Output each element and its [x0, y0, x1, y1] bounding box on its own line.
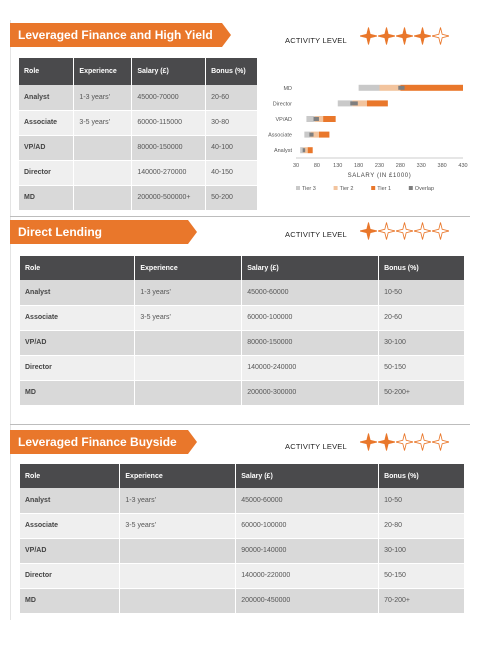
x-tick-label: 430: [458, 163, 468, 169]
star-filled-icon: [414, 27, 431, 45]
activity-rating: [360, 433, 449, 451]
x-tick-label: 330: [416, 163, 426, 169]
activity-label: ACTIVITY LEVEL: [285, 230, 347, 239]
bar-overlap: [350, 101, 358, 105]
table-row: [20, 280, 465, 305]
cell-bonus: 50-150: [379, 355, 465, 380]
star-outline-icon: [378, 222, 395, 240]
star-outline-icon: [414, 433, 431, 451]
cell-bonus: 20-60: [379, 305, 465, 330]
x-tick-label: 380: [437, 163, 447, 169]
cell-role: Associate: [20, 305, 135, 330]
cell-bonus: 20-80: [379, 513, 465, 538]
table-row: [20, 355, 465, 380]
cell-role: Associate: [19, 110, 74, 135]
cell-role: Analyst: [19, 85, 74, 110]
category-label: Director: [272, 101, 292, 108]
bar-tier-1: [308, 147, 313, 153]
cell-salary: 200000-500000+: [132, 185, 206, 210]
table-row: [19, 110, 258, 135]
cell-bonus: 10-50: [379, 488, 465, 513]
col-experience: Experience: [135, 256, 242, 280]
cell-experience: [120, 538, 236, 563]
cell-salary: 45000-70000: [132, 85, 206, 110]
x-tick-label: 180: [354, 163, 364, 169]
activity-rating: [360, 222, 449, 240]
table-row: [20, 538, 465, 563]
cell-bonus: 30-100: [379, 538, 465, 563]
star-outline-icon: [414, 222, 431, 240]
activity-label: ACTIVITY LEVEL: [285, 36, 347, 45]
section-title: Leveraged Finance Buyside: [10, 430, 188, 454]
table-row: [19, 185, 258, 210]
table-row: [20, 488, 465, 513]
col-role: Role: [20, 256, 135, 280]
bar-overlap: [398, 86, 404, 90]
star-filled-icon: [378, 433, 395, 451]
activity-rating: [360, 27, 449, 45]
cell-experience: [135, 330, 242, 355]
table-row: [20, 330, 465, 355]
cell-bonus: 40-100: [206, 135, 258, 160]
cell-experience: 3-5 years': [74, 110, 132, 135]
cell-role: VP/AD: [19, 135, 74, 160]
table-row: [19, 135, 258, 160]
cell-role: VP/AD: [20, 330, 135, 355]
cell-role: Director: [20, 355, 135, 380]
category-label: MD: [283, 85, 292, 92]
star-filled-icon: [360, 433, 377, 451]
legend-swatch: [334, 186, 338, 190]
cell-role: MD: [20, 588, 120, 613]
cell-salary: 60000-100000: [242, 305, 379, 330]
bar-tier-1: [400, 85, 463, 91]
table-row: [20, 588, 465, 613]
banner-arrow: [188, 430, 197, 454]
star-outline-icon: [432, 433, 449, 451]
legend-swatch: [409, 186, 413, 190]
cell-bonus: 50-200: [206, 185, 258, 210]
cell-salary: 90000-140000: [236, 538, 379, 563]
cell-salary: 140000-220000: [236, 563, 379, 588]
star-outline-icon: [396, 433, 413, 451]
cell-experience: [120, 588, 236, 613]
col-role: Role: [20, 464, 120, 488]
star-filled-icon: [396, 27, 413, 45]
legend-label: Tier 2: [339, 186, 354, 192]
legend-label: Tier 1: [377, 186, 392, 192]
col-salary: Salary (£): [242, 256, 379, 280]
col-experience: Experience: [74, 58, 132, 85]
bar-overlap: [303, 148, 306, 152]
cell-salary: 80000-150000: [132, 135, 206, 160]
legend-label: Tier 3: [302, 186, 316, 192]
cell-role: Associate: [20, 513, 120, 538]
cell-experience: 3-5 years': [135, 305, 242, 330]
cell-role: MD: [20, 380, 135, 405]
bar-tier-1: [367, 100, 388, 106]
section-title: Direct Lending: [10, 220, 188, 244]
bar-tier-2: [380, 85, 401, 91]
cell-salary: 200000-450000: [236, 588, 379, 613]
star-filled-icon: [360, 222, 377, 240]
cell-bonus: 50-150: [379, 563, 465, 588]
cell-experience: [135, 380, 242, 405]
legend-label: Overlap: [414, 186, 435, 192]
table-row: [20, 305, 465, 330]
cell-role: Director: [20, 563, 120, 588]
cell-bonus: 20-60: [206, 85, 258, 110]
cell-experience: 1-3 years': [74, 85, 132, 110]
cell-experience: 1-3 years': [135, 280, 242, 305]
star-outline-icon: [432, 222, 449, 240]
x-tick-label: 130: [333, 163, 343, 169]
cell-salary: 140000-270000: [132, 160, 206, 185]
x-tick-label: 280: [395, 163, 405, 169]
bar-tier-3: [359, 85, 380, 91]
section-leveraged-finance-high-yield: [0, 0, 480, 215]
category-label: Associate: [268, 132, 292, 139]
col-salary: Salary (£): [236, 464, 379, 488]
salary-table: [20, 464, 465, 614]
col-salary: Salary (£): [132, 58, 206, 85]
table-row: [19, 160, 258, 185]
cell-experience: [74, 135, 132, 160]
legend-swatch: [371, 186, 375, 190]
cell-experience: 1-3 years': [120, 488, 236, 513]
x-tick-label: 80: [313, 163, 320, 169]
col-role: Role: [19, 58, 74, 85]
cell-salary: 45000-60000: [242, 280, 379, 305]
cell-bonus: 30-100: [379, 330, 465, 355]
section-direct-lending: [0, 216, 480, 426]
cell-bonus: 10-50: [379, 280, 465, 305]
star-filled-icon: [360, 27, 377, 45]
bar-overlap: [309, 133, 313, 137]
cell-bonus: 30-80: [206, 110, 258, 135]
salary-table: [20, 256, 465, 406]
cell-salary: 60000-115000: [132, 110, 206, 135]
cell-salary: 140000-240000: [242, 355, 379, 380]
bar-tier-1: [319, 132, 329, 138]
section-leveraged-finance-buyside: [0, 424, 480, 624]
cell-salary: 200000-300000: [242, 380, 379, 405]
cell-experience: [74, 160, 132, 185]
bar-tier-3: [338, 100, 353, 106]
category-label: VP/AD: [275, 117, 292, 123]
col-experience: Experience: [120, 464, 236, 488]
legend-swatch: [296, 186, 300, 190]
cell-experience: [74, 185, 132, 210]
cell-role: Analyst: [20, 280, 135, 305]
cell-experience: 3-5 years': [120, 513, 236, 538]
activity-label: ACTIVITY LEVEL: [285, 442, 347, 451]
table-row: [19, 85, 258, 110]
bar-overlap: [314, 117, 319, 121]
x-axis-title: SALARY (IN £1000): [347, 173, 412, 179]
col-bonus: Bonus (%): [206, 58, 258, 85]
section-title: Leveraged Finance and High Yield: [10, 23, 222, 47]
cell-role: MD: [19, 185, 74, 210]
cell-bonus: 50-200+: [379, 380, 465, 405]
col-bonus: Bonus (%): [379, 464, 465, 488]
x-tick-label: 230: [374, 163, 385, 169]
star-filled-icon: [378, 27, 395, 45]
category-label: Analyst: [273, 148, 292, 155]
cell-experience: [120, 563, 236, 588]
star-outline-icon: [432, 27, 449, 45]
cell-bonus: 40-150: [206, 160, 258, 185]
banner-arrow: [222, 23, 231, 47]
cell-role: Director: [19, 160, 74, 185]
cell-salary: 45000-60000: [236, 488, 379, 513]
star-outline-icon: [396, 222, 413, 240]
bar-tier-1: [323, 116, 336, 122]
col-bonus: Bonus (%): [379, 256, 465, 280]
cell-bonus: 70-200+: [379, 588, 465, 613]
table-row: [20, 513, 465, 538]
cell-role: Analyst: [20, 488, 120, 513]
cell-salary: 80000-150000: [242, 330, 379, 355]
cell-experience: [135, 355, 242, 380]
salary-table: [19, 58, 258, 211]
x-tick-label: 30: [292, 163, 300, 169]
cell-role: VP/AD: [20, 538, 120, 563]
salary-range-chart: [258, 76, 474, 208]
table-row: [20, 563, 465, 588]
banner-arrow: [188, 220, 197, 244]
cell-salary: 60000-100000: [236, 513, 379, 538]
table-row: [20, 380, 465, 405]
